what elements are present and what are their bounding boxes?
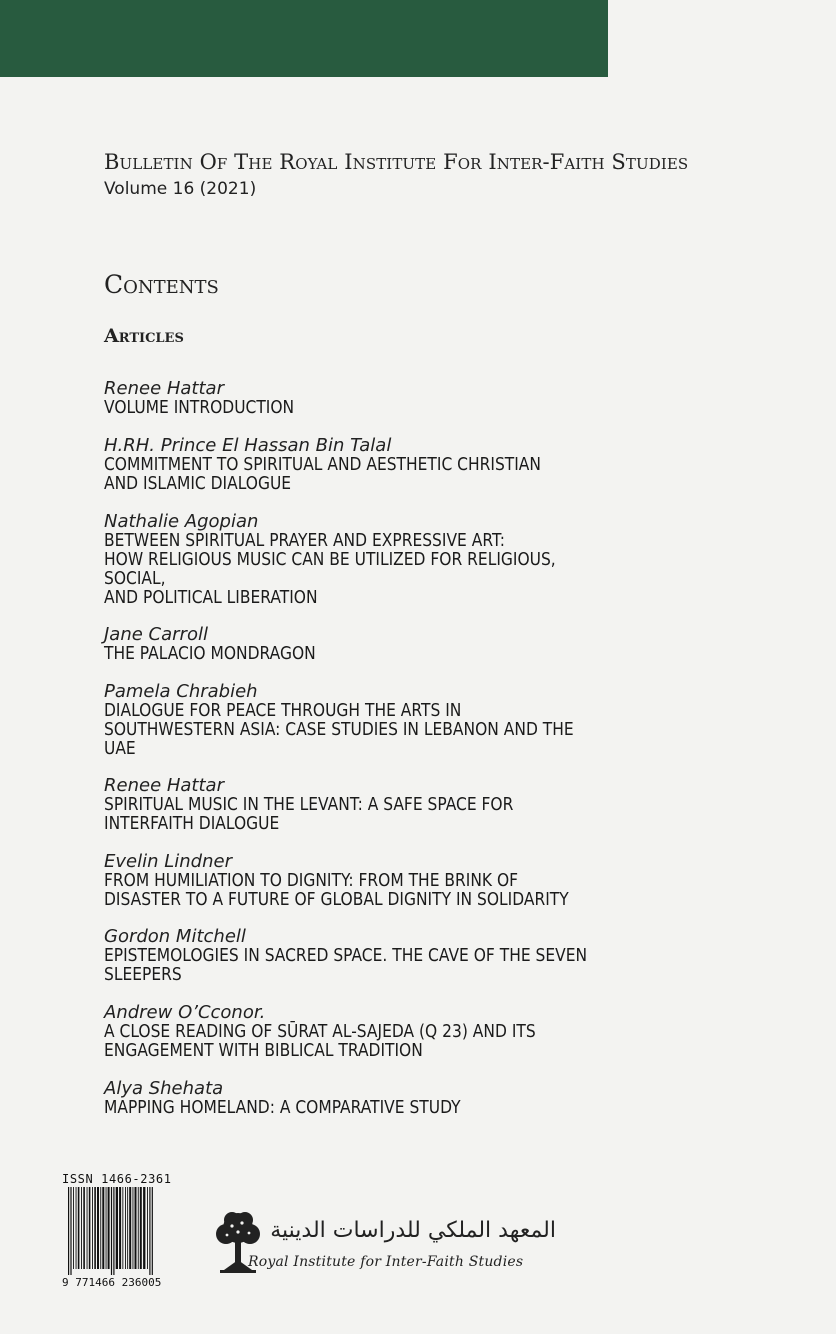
article-author: Evelin Lindner bbox=[104, 851, 232, 872]
barcode-bar bbox=[125, 1187, 126, 1269]
barcode-bar bbox=[73, 1187, 74, 1269]
barcode-bar bbox=[129, 1187, 131, 1269]
article-entry bbox=[104, 379, 718, 417]
article-author: Andrew O’Cconor. bbox=[104, 1002, 266, 1023]
barcode-bar bbox=[143, 1187, 145, 1269]
barcode-bar bbox=[92, 1187, 93, 1269]
article-title: VOLUME INTRODUCTION bbox=[104, 397, 295, 418]
barcode-bar bbox=[76, 1187, 77, 1269]
article-title: A CLOSE READING OF SŪRAT AL-SAJEDA (Q 23) AND ITS ENGAGEMENT WITH BIBLICAL TRADITION bbox=[104, 1021, 536, 1061]
articles-heading: Articles bbox=[104, 325, 184, 347]
article-title: MAPPING HOMELAND: A COMPARATIVE STUDY bbox=[104, 1097, 461, 1118]
article-entry bbox=[104, 852, 718, 909]
barcode-block bbox=[62, 1172, 184, 1289]
article-author: Jane Carroll bbox=[104, 624, 208, 645]
barcode-bar bbox=[100, 1187, 101, 1269]
barcode-bar bbox=[149, 1187, 150, 1275]
article-entry bbox=[104, 512, 718, 607]
barcode-bar bbox=[78, 1187, 80, 1269]
article-title: COMMITMENT TO SPIRITUAL AND AESTHETIC CHRISTIAN AND ISLAMIC DIALOGUE bbox=[104, 454, 541, 494]
article-entry bbox=[104, 1079, 718, 1117]
top-color-band bbox=[0, 0, 608, 77]
article-entry bbox=[104, 927, 718, 984]
article-entry bbox=[104, 682, 718, 758]
article-author: Alya Shehata bbox=[104, 1078, 224, 1099]
barcode-bar bbox=[94, 1187, 96, 1269]
barcode-bar bbox=[116, 1187, 118, 1269]
article-author: Gordon Mitchell bbox=[104, 926, 246, 947]
article-title: EPISTEMOLOGIES IN SACRED SPACE. THE CAVE OF THE SEVEN SLEEPERS bbox=[104, 945, 588, 985]
issn-label: ISSN 1466-2361 bbox=[62, 1172, 172, 1186]
barcode-bar bbox=[152, 1187, 153, 1275]
article-entry bbox=[104, 1003, 718, 1060]
article-author: H.RH. Prince El Hassan Bin Talal bbox=[104, 435, 392, 456]
barcode-bar bbox=[87, 1187, 88, 1269]
barcode-bar bbox=[68, 1187, 69, 1275]
barcode-bar bbox=[122, 1187, 123, 1269]
barcode-bar bbox=[135, 1187, 137, 1269]
article-author: Renee Hattar bbox=[104, 378, 224, 399]
barcode-bar bbox=[147, 1187, 148, 1269]
barcode-bar bbox=[111, 1187, 112, 1275]
contents-heading: Contents bbox=[104, 270, 219, 299]
barcode-bar bbox=[81, 1187, 82, 1269]
publisher-arabic-name: المعهد الملكي للدراسات الدينية bbox=[270, 1218, 556, 1243]
barcode-bar bbox=[133, 1187, 134, 1269]
barcode-bar bbox=[140, 1187, 142, 1269]
volume-label: Volume 16 (2021) bbox=[104, 179, 257, 199]
barcode-bar bbox=[108, 1187, 110, 1269]
barcode-bar bbox=[138, 1187, 139, 1269]
barcode-bar bbox=[70, 1187, 71, 1275]
article-title: THE PALACIO MONDRAGON bbox=[104, 643, 316, 664]
article-author: Pamela Chrabieh bbox=[104, 681, 258, 702]
article-entry bbox=[104, 625, 718, 663]
article-title: FROM HUMILIATION TO DIGNITY: FROM THE BRINK OF DISASTER TO A FUTURE OF GLOBAL DIGNITY IN SOLIDARITY bbox=[104, 870, 569, 910]
journal-title: Bulletin Of The Royal Institute For Inter-Faith Studies bbox=[104, 150, 689, 174]
article-title: BETWEEN SPIRITUAL PRAYER AND EXPRESSIVE ART: HOW RELIGIOUS MUSIC CAN BE UTILIZED FOR RELIGIOUS, SOCIAL, AND POLITICAL LIBERATION bbox=[104, 530, 556, 608]
barcode-bar bbox=[83, 1187, 85, 1269]
article-title: SPIRITUAL MUSIC IN THE LEVANT: A SAFE SPACE FOR INTERFAITH DIALOGUE bbox=[104, 794, 514, 834]
barcode-image bbox=[62, 1187, 180, 1275]
barcode-bar bbox=[119, 1187, 121, 1269]
barcode-bar bbox=[113, 1187, 114, 1275]
article-author: Renee Hattar bbox=[104, 775, 224, 796]
article-title: DIALOGUE FOR PEACE THROUGH THE ARTS IN SOUTHWESTERN ASIA: CASE STUDIES IN LEBANON AND THE UAE bbox=[104, 700, 574, 759]
article-entry bbox=[104, 776, 718, 833]
barcode-bar bbox=[89, 1187, 91, 1269]
barcode-bar bbox=[97, 1187, 99, 1269]
article-author: Nathalie Agopian bbox=[104, 511, 259, 532]
article-entry bbox=[104, 436, 718, 493]
barcode-digits: 9 771466 236005 bbox=[62, 1276, 162, 1289]
barcode-bar bbox=[102, 1187, 104, 1269]
publisher-english-name: Royal Institute for Inter-Faith Studies bbox=[248, 1254, 524, 1270]
barcode-bar bbox=[127, 1187, 128, 1269]
barcode-bar bbox=[106, 1187, 107, 1269]
publisher-logo bbox=[210, 1210, 580, 1280]
